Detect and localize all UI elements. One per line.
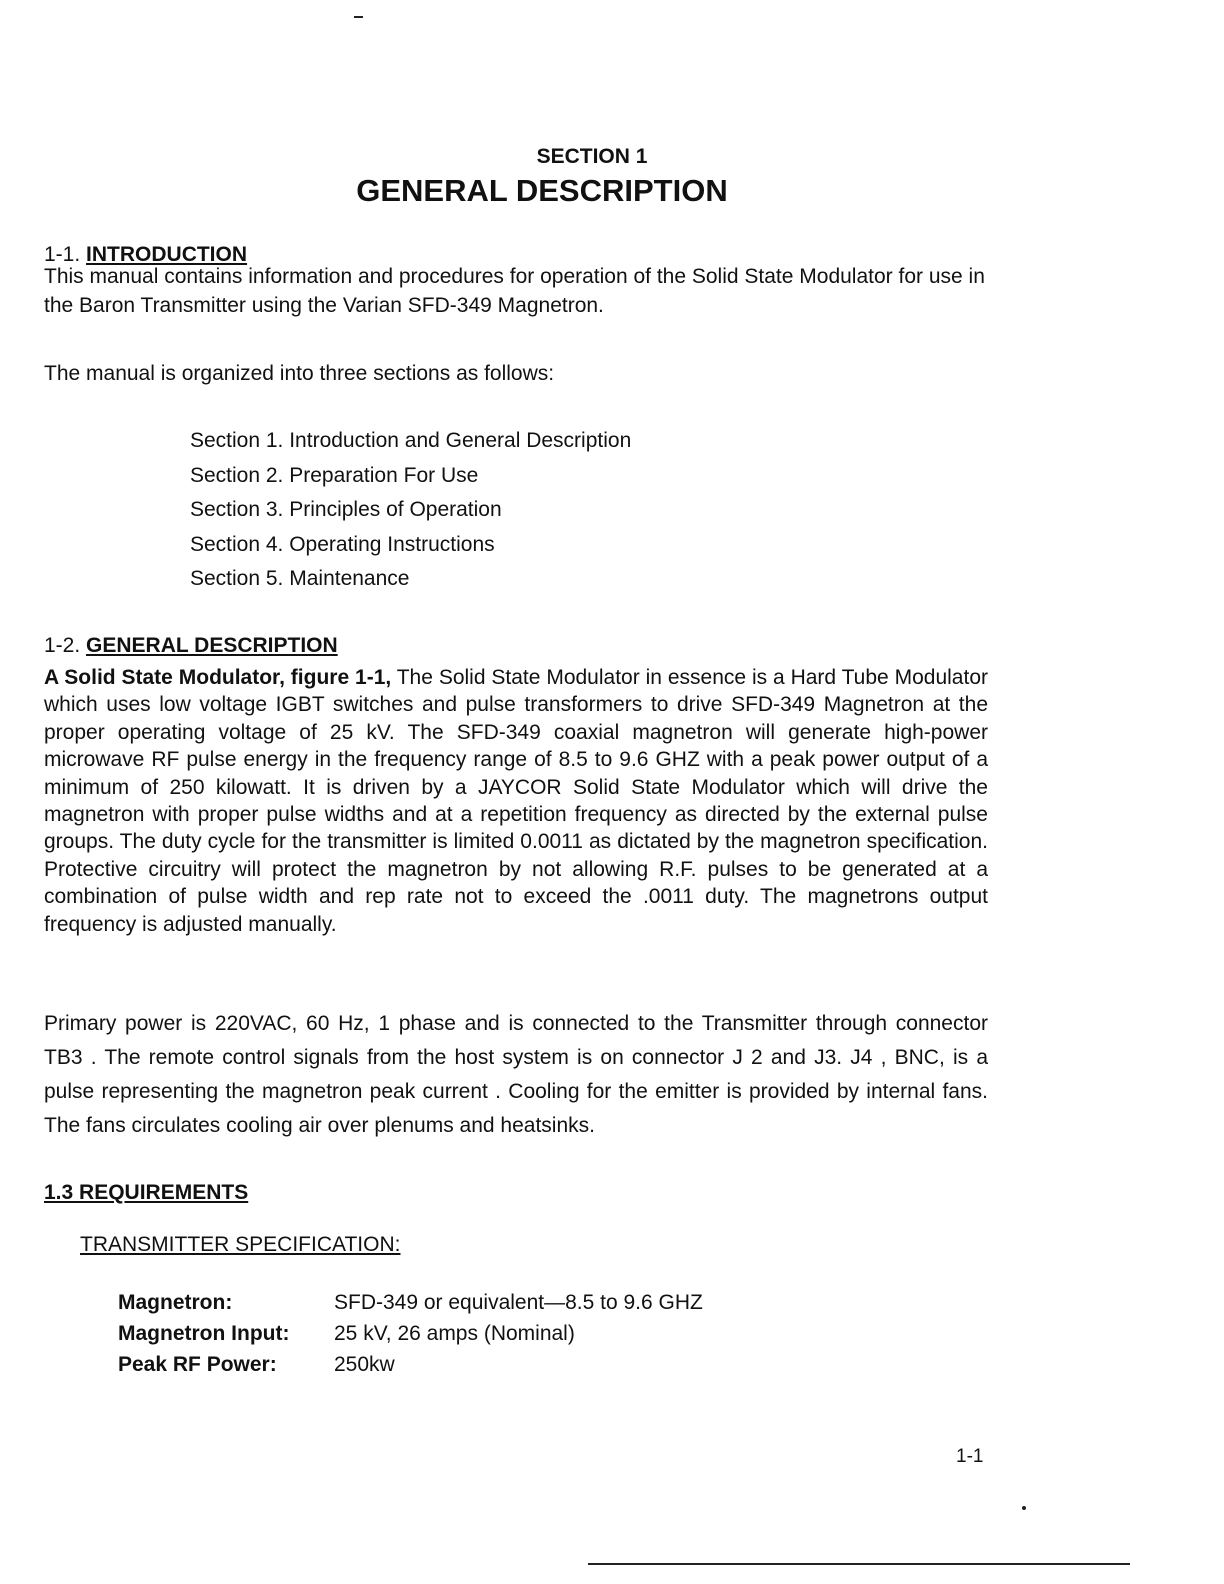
organization-paragraph: The manual is organized into three sections as follows:: [44, 362, 555, 385]
general-heading-text: GENERAL DESCRIPTION: [86, 634, 338, 657]
intro-paragraph: This manual contains information and procedures for operation of the Solid State Modulator for use in the Baron Transmitter using the Varian SFD-349 Magnetron.: [44, 265, 985, 317]
primary-power-paragraph: Primary power is 220VAC, 60 Hz, 1 phase and is connected to the Transmitter through connector TB3 . The remote control signals from the host system is on connector J 2 and J3. J4 , BNC, is a pulse representing the magnetron peak current . Cooling for the emitter is provided by internal fans. The fans circulates cooling air over plenums and heatsinks.: [44, 1012, 988, 1137]
spec-value: 25 kV, 26 amps (Nominal): [334, 1322, 575, 1345]
spec-value: SFD-349 or equivalent—8.5 to 9.6 GHZ: [334, 1291, 703, 1314]
intro-heading-number: 1-1.: [44, 243, 81, 266]
general-description-heading: [44, 634, 338, 658]
scan-mark: [354, 16, 363, 18]
general-description-text: The Solid State Modulator in essence is a Hard Tube Modulator which uses low voltage IGBT switches and pulse transformers to drive SFD-349 Magnetron at the proper operating voltage of 25 kV. The SFD-349 coaxial magnetron will generate high-power microwave RF pulse energy in the frequency range of 8.5 to 9.6 GHZ with a peak power output of a minimum of 250 kilowatt. It is driven by a JAYCOR Solid State Modulator which will drive the magnetron with proper pulse widths and at a repetition frequency as directed by the external pulse groups. The duty cycle for the transmitter is limited 0.0011 as dictated by the magnetron specification. Protective circuitry will protect the magnetron by not allowing R.F. pulses to be generated at a combination of pulse width and rep rate not to exceed the .0011 duty. The magnetrons output frequency is adjusted manually.: [44, 666, 988, 936]
transmitter-spec-heading: TRANSMITTER SPECIFICATION:: [80, 1233, 401, 1256]
section-list-item: Section 2. Preparation For Use: [190, 463, 479, 487]
spec-label: Magnetron Input:: [118, 1322, 290, 1345]
intro-heading-text: INTRODUCTION: [86, 243, 248, 266]
requirements-heading: 1.3 REQUIREMENTS: [44, 1181, 249, 1204]
section-list-item: Section 5. Maintenance: [190, 567, 410, 590]
section-list: [190, 424, 631, 597]
page-title: GENERAL DESCRIPTION: [356, 173, 728, 208]
spec-table: [118, 1291, 703, 1384]
spec-value: 250kw: [334, 1353, 395, 1376]
spec-row: [118, 1353, 703, 1384]
spec-row: [118, 1291, 703, 1322]
section-list-item: Section 1. Introduction and General Description: [190, 429, 632, 452]
page-number: 1-1: [956, 1446, 984, 1467]
spec-label: Magnetron:: [118, 1291, 233, 1314]
section-label: SECTION 1: [536, 145, 648, 168]
section-list-item: Section 3. Principles of Operation: [190, 498, 502, 521]
general-heading-number: 1-2.: [44, 634, 81, 657]
section-list-item: Section 4. Operating Instructions: [190, 532, 495, 556]
general-description-paragraph: [44, 664, 988, 938]
spec-row: [118, 1322, 703, 1353]
spec-label: Peak RF Power:: [118, 1353, 277, 1376]
bottom-rule: [588, 1563, 1130, 1565]
scan-speck: [1022, 1506, 1026, 1510]
figure-reference: A Solid State Modulator, figure 1-1,: [44, 666, 392, 689]
